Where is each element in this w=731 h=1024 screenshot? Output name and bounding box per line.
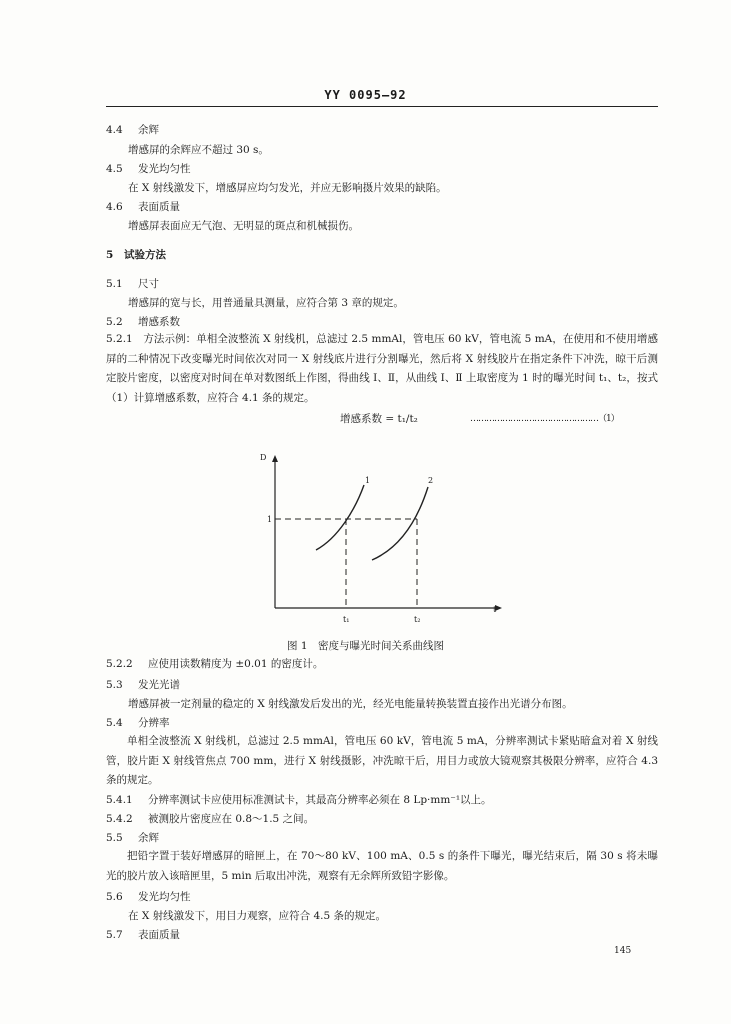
section-title: 发光光谱 bbox=[138, 679, 180, 691]
section-title: 发光均匀性 bbox=[138, 163, 191, 175]
paragraph-5-2-1: 5.2.1 方法示例：单相全波整流 X 射线机，总滤过 2.5 mmAl，管电压 60 kV，管电流 5 mA，在使用和不使用增感屏的二种情况下改变曝光时间依次对同一 X 射线底片进行分割曝光，然后将 X 射线胶片在指定条件下冲洗，晾干后测定胶片密度，以密度对时间在单对数图纸上作图，得曲线 Ⅰ、Ⅱ，从曲线 Ⅰ、Ⅱ 上取密度为 1 时的曝光时间 t₁、t₂，按式（1）计算增感系数，应符合 4.1 条的规定。 bbox=[106, 333, 658, 404]
section-number: 5.4.1 bbox=[106, 794, 133, 806]
section-5-5 bbox=[106, 831, 159, 845]
section-5-4 bbox=[106, 716, 170, 730]
curve-2-label: 2 bbox=[428, 476, 434, 485]
section-5-3 bbox=[106, 678, 180, 692]
section-number: 5.3 bbox=[106, 679, 123, 691]
curve-2 bbox=[372, 487, 428, 560]
section-5-4-2 bbox=[106, 812, 314, 826]
density-level-label: 1 bbox=[267, 515, 273, 524]
t1-label: t₁ bbox=[343, 615, 350, 624]
section-title: 试验方法 bbox=[124, 249, 166, 261]
section-number: 4.4 bbox=[106, 124, 123, 136]
section-4-6 bbox=[106, 200, 180, 214]
header-rule bbox=[106, 106, 658, 107]
section-title: 尺寸 bbox=[138, 278, 159, 290]
section-5-2 bbox=[106, 315, 180, 329]
section-number: 4.5 bbox=[106, 163, 123, 175]
section-4-5 bbox=[106, 162, 191, 176]
x-axis-label: t bbox=[493, 605, 497, 614]
section-number: 5.2.2 bbox=[106, 658, 133, 670]
figure-caption: 图 1 密度与曝光时间关系曲线图 bbox=[286, 640, 445, 652]
section-title: 发光均匀性 bbox=[138, 891, 191, 903]
section-5-6 bbox=[106, 890, 191, 904]
body-text: 增感屏被一定剂量的稳定的 X 射线激发后发出的光，经光电能量转换装置直接作出光谱分布图。 bbox=[128, 698, 573, 710]
page-number: 145 bbox=[614, 946, 632, 956]
section-title: 余辉 bbox=[138, 124, 159, 136]
t2-label: t₂ bbox=[414, 615, 421, 624]
section-4-4 bbox=[106, 123, 159, 137]
body-text: 增感屏的余辉应不超过 30 s。 bbox=[128, 144, 269, 156]
section-number: 5.4 bbox=[106, 717, 123, 729]
section-5 bbox=[106, 248, 166, 262]
y-axis-arrow bbox=[272, 455, 278, 462]
curve-1-label: 1 bbox=[365, 476, 371, 485]
section-title: 增感系数 bbox=[138, 316, 180, 328]
section-5-2-2 bbox=[106, 657, 323, 671]
section-number: 5.1 bbox=[106, 278, 123, 290]
section-title: 表面质量 bbox=[138, 929, 180, 941]
page-header: YY 0095—92 bbox=[324, 88, 407, 102]
section-number: 5.6 bbox=[106, 891, 123, 903]
section-number: 5.2 bbox=[106, 316, 123, 328]
density-time-chart bbox=[250, 450, 510, 630]
section-title: 分辨率 bbox=[138, 717, 170, 729]
section-number: 5 bbox=[106, 249, 114, 261]
section-text: 分辨率测试卡应使用标准测试卡，其最高分辨率必须在 8 Lp·mm⁻¹以上。 bbox=[148, 794, 492, 806]
paragraph-5-5: 把铅字置于装好增感屏的暗匣上，在 70～80 kV、100 mA、0.5 s 的条件下曝光，曝光结束后，隔 30 s 将未曝光的胶片放入该暗匣里，5 min 后取出冲洗，观察有无余辉所致铅字影像。 bbox=[106, 850, 658, 882]
section-number: 5.4.2 bbox=[106, 813, 133, 825]
y-axis-label: D bbox=[260, 453, 267, 462]
curve-1 bbox=[316, 485, 364, 550]
section-title: 余辉 bbox=[138, 832, 159, 844]
section-title: 表面质量 bbox=[138, 201, 180, 213]
formula: 增感系数 = t₁/t₂ bbox=[340, 413, 418, 425]
section-5-4-1 bbox=[106, 793, 492, 807]
section-text: 应使用读数精度为 ±0.01 的密度计。 bbox=[148, 658, 324, 670]
section-number: 5.7 bbox=[106, 929, 123, 941]
body-text: 在 X 射线激发下，增感屏应均匀发光，并应无影响摄片效果的缺陷。 bbox=[128, 182, 447, 194]
section-5-7 bbox=[106, 928, 180, 942]
body-text: 在 X 射线激发下，用目力观察，应符合 4.5 条的规定。 bbox=[128, 910, 387, 922]
section-number: 4.6 bbox=[106, 201, 123, 213]
section-5-1 bbox=[106, 277, 159, 291]
section-text: 被测胶片密度应在 0.8～1.5 之间。 bbox=[148, 813, 315, 825]
body-text: 增感屏表面应无气泡、无明显的斑点和机械损伤。 bbox=[128, 220, 359, 232]
body-text: 增感屏的宽与长，用普通量具测量，应符合第 3 章的规定。 bbox=[128, 297, 404, 309]
formula-number: …………………………………………（1） bbox=[470, 414, 619, 424]
section-number: 5.5 bbox=[106, 832, 123, 844]
paragraph-5-4: 单相全波整流 X 射线机，总滤过 2.5 mmAl，管电压 60 kV，管电流 5 mA，分辨率测试卡紧贴暗盒对着 X 射线管，胶片距 X 射线管焦点 700 mm，进行 X 射线摄影，冲洗晾干后，用目力或放大镜观察其极限分辨率，应符合 4.3 条的规定。 bbox=[106, 735, 658, 786]
